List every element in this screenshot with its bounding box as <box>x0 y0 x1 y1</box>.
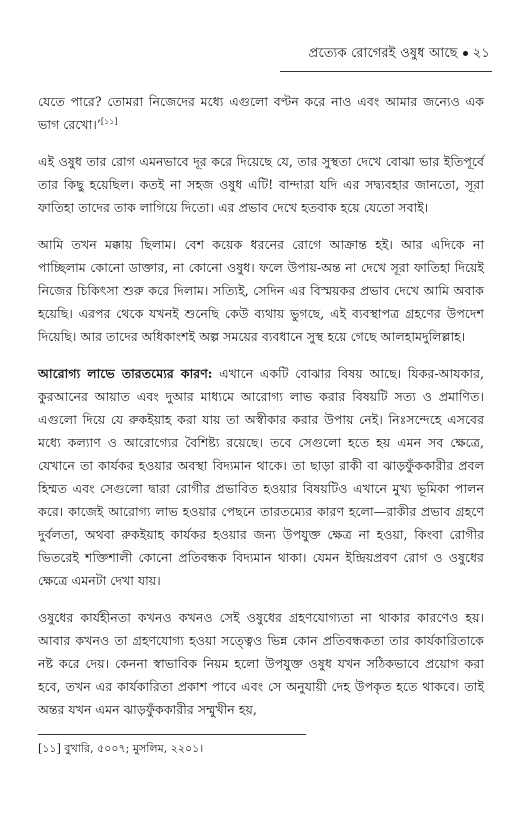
page-number: ২১ <box>472 46 490 61</box>
footnote-reference: [১১] <box>100 116 118 126</box>
paragraph-5: ওষুধের কার্যহীনতা কখনও কখনও সেই ওষুধের গ্রহণযোগ্যতা না থাকার কারণেও হয়। আবার কখনও তা গ্রহণযোগ্য হওয়া সত্ত্বেও ভিন্ন কোন প্রতিবন্ধকতা তার কার্যকারিতাকে নষ্ট করে দেয়। কেননা স্বাভাবিক নিয়ম হলো উপযুক্ত ওষুধ যখন সঠিকভাবে প্রয়োগ করা হবে, তখন এর কার্যকারিতা প্রকাশ পাবে এবং সে অনুযায়ী দেহ উপকৃত হতে থাকবে। তাই অন্তর যখন এমন ঝাড়ফুঁককারীর সম্মুখীন হয়, <box>38 610 484 717</box>
paragraph-3: আমি তখন মক্কায় ছিলাম। বেশ কয়েক ধরনের রোগে আক্রান্ত হই। আর এদিকে না পাচ্ছিলাম কোনো ডাক্তার, না কোনো ওষুধ। ফলে উপায়-অন্ত না দেখে সূরা ফাতিহা দিয়েই নিজের চিকিৎসা শুরু করে দিলাম। সত্যিই, সেদিন এর বিস্ময়কর প্রভাব দেখে আমি অবাক হয়েছি। এরপর থেকে যখনই শুনেছি কেউ ব্যথায় ভুগছে, এই ব্যবস্থাপত্র গ্রহণের উপদেশ দিয়েছি। আর তাদের অধিকাংশই অল্প সময়ের ব্যবধানে সুস্থ হয়ে গেছে আলহামদুলিল্লাহ। <box>38 237 484 344</box>
paragraph-4 <box>38 362 484 592</box>
paragraph-1 <box>38 90 484 136</box>
running-header-title: প্রত্যেক রোগেরই ওষুধ আছে <box>308 46 458 61</box>
bullet-separator-icon <box>463 51 468 56</box>
footnote-rule <box>38 734 306 735</box>
inline-heading: আরোগ্য লাভে তারতম্যের কারণ: <box>38 366 213 381</box>
running-header <box>309 44 490 65</box>
footnote: [১১] বুখারি, ৫০০৭; মুসলিম, ২২০১। <box>38 742 204 755</box>
body-text <box>38 90 484 735</box>
paragraph-1-text: যেতে পারে? তোমরা নিজেদের মধ্যে এগুলো বণ্টন করে নাও এবং আমার জন্যেও এক ভাগ রেখো।’ <box>38 94 484 132</box>
header-rule <box>280 71 492 72</box>
paragraph-2: এই ওষুধ তার রোগ এমনভাবে দূর করে দিয়েছে যে, তার সুস্থতা দেখে বোঝা ভার ইতিপূর্বে তার কিছু হয়েছিল। কতই না সহজ ওষুধ এটি! বান্দারা যদি এর সদ্ব্যবহার জানতো, সূরা ফাতিহা তাদের তাক লাগিয়ে দিতো। এর প্রভাব দেখে হতবাক হয়ে যেতো সবাই। <box>38 154 484 215</box>
paragraph-4-text: এখানে একটি বোঝার বিষয় আছে। যিকর-আযকার, কুরআনের আয়াত এবং দুআর মাধ্যমে আরোগ্য লাভ করার বিষয়টি সত্য ও প্রমাণিত। এগুলো দিয়ে যে রুকইয়াহ করা যায় তা অস্বীকার করার উপায় নেই। নিঃসন্দেহে এসবের মধ্যে কল্যাণ ও আরোগ্যের বৈশিষ্ট্য রয়েছে। তবে সেগুলো হতে হয় এমন সব ক্ষেত্রে, যেখানে তা কার্যকর হওয়ার অবস্থা বিদ্যমান থাকে। তা ছাড়া রাকী বা ঝাড়ফুঁককারীর প্রবল হিম্মত এবং সেগুলো দ্বারা রোগীর প্রভাবিত হওয়ার বিষয়টিও এখানে মুখ্য ভূমিকা পালন করে। কাজেই আরোগ্য লাভ হওয়ার পেছনে তারতম্যের কারণ হলো—রাকীর প্রভাব গ্রহণে দুর্বলতা, অথবা রুকইয়াহ কার্যকর হওয়ার জন্য উপযুক্ত ক্ষেত্র না হওয়া, কিংবা রোগীর ভিতরেই শক্তিশালী কোনো প্রতিবন্ধক বিদ্যমান থাকা। যেমন ইন্দ্রিয়প্রবণ রোগ ও ওষুধের ক্ষেত্রে এমনটা দেখা যায়। <box>38 366 485 588</box>
